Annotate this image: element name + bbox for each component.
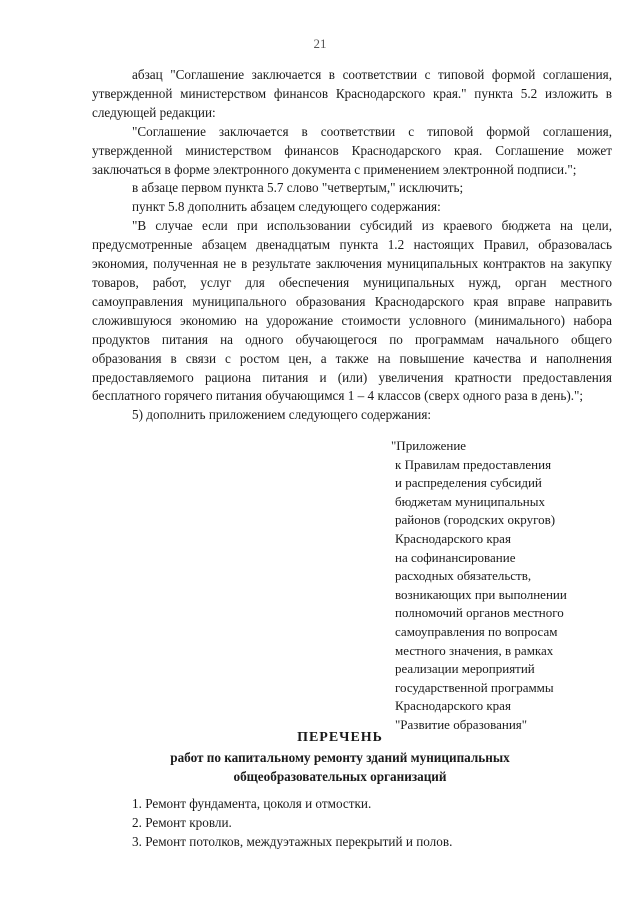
appendix-line: полномочий органов местного — [395, 605, 564, 621]
list-item: 2. Ремонт кровли. — [132, 815, 232, 830]
appendix-line: Краснодарского края — [395, 698, 511, 714]
amendment-text — [92, 66, 612, 425]
paragraph: 5) дополнить приложением следующего содержания: — [132, 407, 432, 423]
appendix-line: к Правилам предоставления — [395, 456, 552, 472]
appendix-line: районов (городских округов) — [395, 512, 556, 528]
list-title — [80, 728, 600, 786]
appendix-line: и распределения субсидий — [395, 475, 542, 491]
paragraph: пункт 5.8 дополнить абзацем следующего содержания: — [132, 199, 441, 215]
paragraph: в абзаце первом пункта 5.7 слово "четвертым," исключить; — [132, 180, 464, 196]
appendix-line: бюджетам муниципальных — [395, 493, 545, 509]
list-item: 3. Ремонт потолков, междуэтажных перекрытий и полов. — [132, 834, 453, 849]
appendix-line: государственной программы — [395, 679, 554, 695]
title-line: общеобразовательных организаций — [233, 769, 447, 784]
page-number: 21 — [313, 36, 327, 51]
list-item: 1. Ремонт фундамента, цоколя и отмостки. — [132, 796, 372, 811]
title-line: работ по капитальному ремонту зданий муниципальных — [170, 750, 510, 765]
appendix-line: расходных обязательств, — [395, 568, 532, 584]
appendix-line: местного значения, в рамках — [395, 642, 554, 658]
appendix-line: Краснодарского края — [395, 530, 511, 546]
title-heading: ПЕРЕЧЕНЬ — [297, 730, 383, 745]
appendix-line: "Приложение — [391, 438, 467, 453]
appendix-line: на софинансирование — [395, 549, 516, 565]
work-list — [132, 794, 592, 851]
appendix-line: "Развитие образования" — [395, 716, 528, 732]
appendix-line: реализации мероприятий — [395, 661, 535, 677]
appendix-header — [391, 437, 620, 735]
paragraph: "Соглашение заключается в соответствии с типовой формой соглашения, утвержденной министерством финансов Краснодарского края. Соглашение может заключаться в форме электронного документа с применением электронной подписи."; — [92, 123, 612, 177]
paragraph: "В случае если при использовании субсидий из краевого бюджета на цели, предусмотренные абзацем двенадцатым пункта 1.2 настоящих Правил, образовалась экономия, полученная не в результате заключения муниципальных контрактов на закупку товаров, работ, услуг для обеспечения муниципальных нужд, орган местного самоуправления муниципального образования Краснодарского края вправе направить сложившуюся экономию на удорожание стоимости условного (минимального) набора продуктов питания на одного обучающегося по программам начального общего образования в связи с ростом цен, а также на повышение качества и наполнения предоставляемого рациона питания и (или) увеличения кратности предоставления бесплатного горячего питания обучающимся 1 – 4 классов (сверх одного раза в день)."; — [92, 218, 612, 404]
paragraph: абзац "Соглашение заключается в соответствии с типовой формой соглашения, утвержденной министерством финансов Краснодарского края." пункта 5.2 изложить в следующей редакции: — [92, 67, 612, 120]
appendix-line: самоуправления по вопросам — [395, 623, 558, 639]
appendix-line: возникающих при выполнении — [395, 586, 567, 602]
